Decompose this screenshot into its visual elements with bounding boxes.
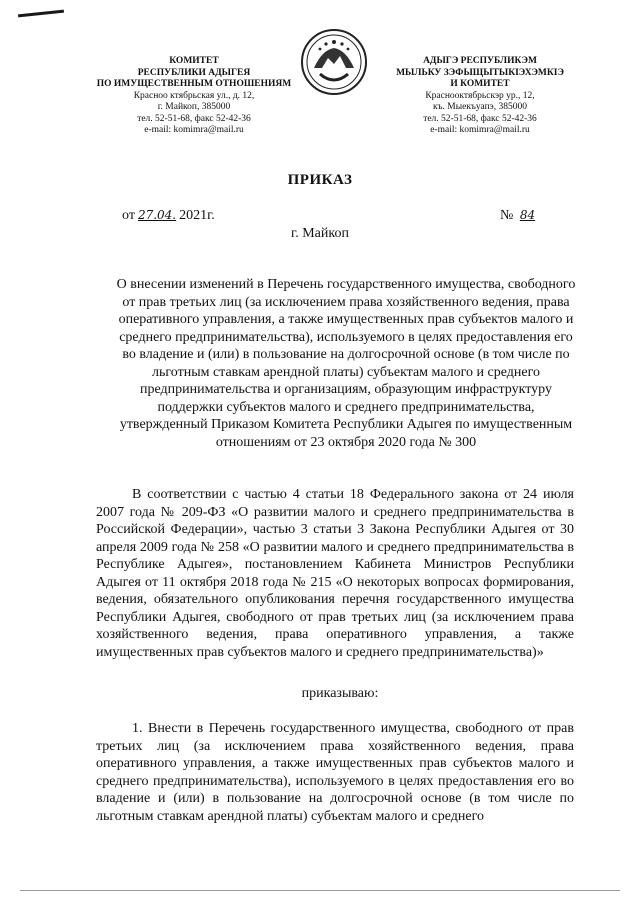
- date-year: 2021г.: [179, 208, 215, 223]
- preamble-paragraph: В соответствии с частью 4 статьи 18 Федерального закона от 24 июля 2007 года № 209-ФЗ «О развитии малого и среднего предпринимательства в Российской Федерации», частью 3 статьи 3 Закона Республики Адыгея от 30 апреля 2009 года № 258 «О развитии малого и среднего предпринимательства в Республике Адыгея», постановлением Кабинета Министров Республики Адыгея от 11 октября 2018 года № 215 «О некоторых вопросах формирования, ведения, обязательного опубликования перечня государственного имущества Республики Адыгея, свободного от прав третьих лиц (за исключением права хозяйственного ведения, права оперативного управления, а также имущественных прав субъектов малого и среднего предпринимательства)»: [96, 487, 574, 660]
- order-number: [500, 208, 538, 224]
- org-name-line: МЫЛЬКУ ЗЭФЫЩЫТЫКIЭХЭМКIЭ: [396, 67, 564, 78]
- date-prefix: от: [122, 208, 135, 223]
- pen-stroke-mark: [18, 10, 64, 18]
- header-left: [92, 56, 296, 137]
- org-name-line: КОМИТЕТ: [169, 56, 219, 66]
- city: г. Майкоп: [291, 226, 349, 241]
- address-line: Красноо ктябрьская ул., д. 12,: [133, 90, 255, 101]
- item-1-paragraph: 1. Внести в Перечень государственного имущества, свободного от прав третьих лиц (за исключением права хозяйственного ведения, права оперативного управления, а также имущественных прав субъектов малого и среднего предпринимательства), используемого в целях предоставления его во владение и (или) в пользование на долгосрочной основе (в том числе по льготным ставкам арендной платы) субъектам малого и среднего: [96, 721, 574, 824]
- email-line: e-mail: komimra@mail.ru: [144, 125, 244, 135]
- order-word: приказываю:: [301, 686, 379, 701]
- phone-line: тел. 52-51-68, факс 52-42-36: [137, 113, 251, 124]
- handwritten-number: 84: [519, 208, 536, 222]
- page-bottom-line: [20, 890, 620, 891]
- handwritten-date: 27.04.: [137, 208, 177, 222]
- order-subject: О внесении изменений в Перечень государственного имущества, свободного от прав третьих лиц (за исключением права хозяйственного ведения, права оперативного управления, а также имущественных прав субъектов малого и среднего предпринимательства), используемого в целях предоставления его во владение и (или) в пользование на долгосрочной основе (в том числе по льготным ставкам арендной платы) субъектам малого и среднего предпринимательства и организациям, образующим инфраструктуру поддержки субъектов малого и среднего предпринимательства, утвержденный Приказом Комитета Республики Адыгея по имущественным отношениям от 23 октября 2020 года № 300: [116, 277, 576, 450]
- org-name-line: И КОМИТЕТ: [450, 79, 510, 89]
- email-line: e-mail: komimra@mail.ru: [430, 125, 530, 135]
- phone-line: тел. 52-51-68, факс 52-42-36: [423, 113, 537, 124]
- org-name-line: РЕСПУБЛИКИ АДЫГЕЯ: [137, 67, 251, 78]
- header-right: [380, 56, 580, 137]
- address-line: г. Майкоп, 385000: [157, 102, 231, 112]
- address-line: къ. Мыекъуапэ, 385000: [433, 102, 527, 112]
- org-name-line: ПО ИМУЩЕСТВЕННЫМ ОТНОШЕНИЯМ: [96, 79, 292, 89]
- coat-of-arms-icon: [300, 28, 368, 96]
- document-title: ПРИКАЗ: [287, 172, 353, 188]
- address-line: Краснооктябрьскэр ур., 12,: [425, 90, 535, 101]
- number-prefix: №: [500, 208, 514, 223]
- org-name-line: АДЫГЭ РЕСПУБЛИКЭМ: [423, 56, 537, 66]
- order-date: [122, 208, 215, 224]
